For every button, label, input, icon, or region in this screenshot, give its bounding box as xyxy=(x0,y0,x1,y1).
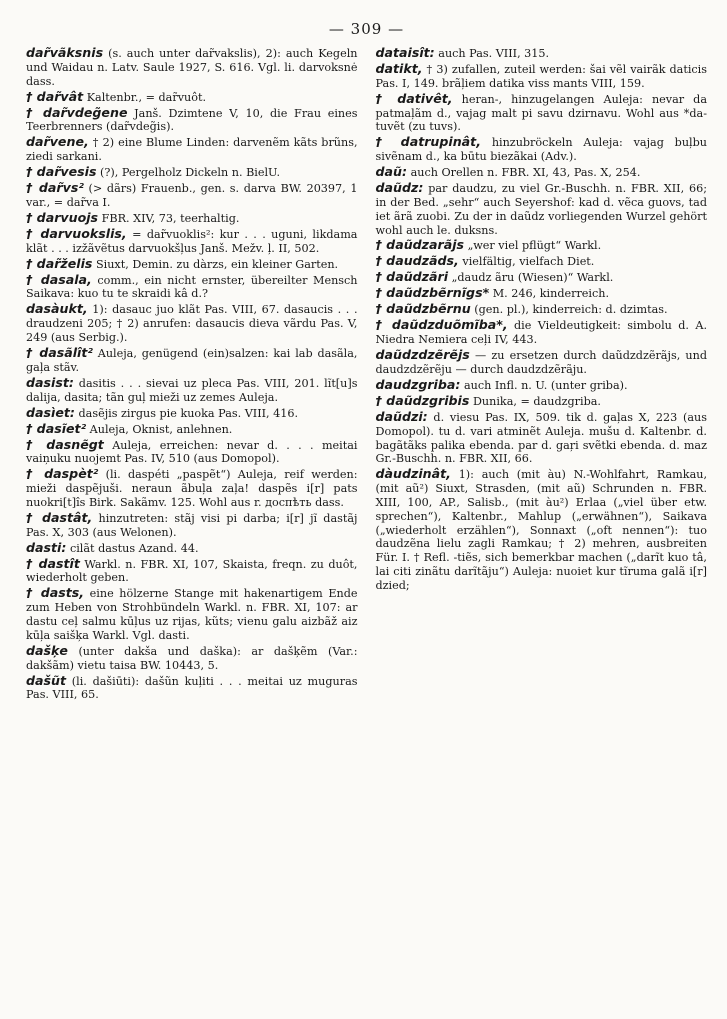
entry-headword: † daũdzgribis xyxy=(375,392,470,408)
dictionary-entry xyxy=(376,238,708,253)
entry-body: (li. dašiūti): dašũn kuļiti . . . meitai uz muguras Pas. VIII, 65. xyxy=(26,674,358,702)
entry-headword: † dastât, xyxy=(26,509,93,525)
entry-body: dasitis . . . sievai uz pleca Pas. VIII, 201. lĩt[u]s dalija, dasita; tãn guļ mieži uz zemes Auleja. xyxy=(26,376,358,404)
dictionary-entry xyxy=(26,106,358,135)
dictionary-entry xyxy=(26,273,358,302)
entry-headword: † dasãlît² xyxy=(26,345,93,360)
entry-headword: † dasts, xyxy=(26,585,85,601)
entry-body: die Vieldeutigkeit: simbolu d. A. Niedra Nemiera ceļi IV, 443. xyxy=(375,319,707,347)
dictionary-entry xyxy=(376,165,708,180)
entry-headword: † daspèt² xyxy=(26,466,99,482)
entry-body: Janš. Dzimtene V, 10, die Frau eines Teerbrenners (dar̃vdeg̃is). xyxy=(26,106,358,134)
entry-body: M. 246, kinderreich. xyxy=(492,287,610,301)
dictionary-entry xyxy=(26,46,358,88)
dictionary-entry xyxy=(376,254,708,269)
page-number: — 309 — xyxy=(328,20,405,38)
dictionary-entry xyxy=(376,62,708,91)
entry-body: (?), Pergelholz Dickeln n. BielU. xyxy=(100,166,281,180)
entry-body: Auleja, erreichen: nevar d. . . . meitai vaiņuku nuojemt Pas. IV, 510 (aus Domopol). xyxy=(26,438,358,466)
entry-headword: daũdz: xyxy=(375,180,424,196)
entry-headword: daũdzi: xyxy=(375,408,428,424)
left-column xyxy=(26,46,358,703)
entry-body: (s. auch unter dar̃vakslis), 2): auch Kegeln und Waidau n. Latv. Saule 1927, S. 616. Vgl. li. darvoksnė dass. xyxy=(26,47,358,88)
dictionary-entry xyxy=(376,92,708,134)
entry-headword: † daũdzãri xyxy=(375,269,449,285)
entry-headword: dàudzinât, xyxy=(375,466,451,482)
dictionary-entry xyxy=(26,165,358,180)
entry-body: Dunika, = daudzgriba. xyxy=(472,394,601,408)
dictionary-entry xyxy=(376,348,708,377)
entry-body: Auleja, Oknist, anlehnen. xyxy=(89,422,233,436)
dictionary-entry xyxy=(26,135,358,164)
entry-body: Auleja, genügend (ein)salzen: kai lab dasãla, gaļa stãv. xyxy=(26,347,358,374)
entry-body: (unter dakša und daška): ar dašķẽm (Var.: dakšãm) vietu taisa BW. 10443, 5. xyxy=(26,644,358,672)
entry-headword: dašũt xyxy=(26,672,66,688)
entry-body: „daudz ãru (Wiesen)“ Warkl. xyxy=(451,271,614,285)
dictionary-entry xyxy=(376,135,708,164)
dictionary-entry xyxy=(376,46,708,61)
dictionary-entry xyxy=(26,376,358,405)
entry-headword: † daudzãds, xyxy=(375,253,459,269)
dictionary-entry xyxy=(376,378,708,393)
dictionary-entry xyxy=(26,257,358,272)
entry-body: (gen. pl.), kinderreich: d. dzimtas. xyxy=(474,303,668,317)
entry-body: (> dãrs) Frauenb., gen. s. darva BW. 20397, 1 var., = dar̃va I. xyxy=(26,182,358,209)
dictionary-entry xyxy=(26,674,358,703)
entry-headword: dasti: xyxy=(26,539,67,555)
entry-headword: † dasnẽgt xyxy=(26,436,104,452)
dictionary-entry xyxy=(26,211,358,226)
entry-body: dasẽjis zirgus pie kuoka Pas. VIII, 416. xyxy=(78,406,299,420)
entry-body: Warkl. n. FBR. XI, 107, Skaista, freqn. zu duôt, wiederholt geben. xyxy=(26,557,358,585)
dictionary-entry xyxy=(376,302,708,317)
entry-body: = dar̃vuoklis²: kur . . . uguni, likdama klãt . . . izžãvẽtus darvuokšļus Janš. Mežv. ļ. II, 502. xyxy=(26,227,358,255)
entry-body: cilãt dastus Azand. 44. xyxy=(69,541,199,555)
dictionary-entry xyxy=(376,318,708,347)
dictionary-entry xyxy=(376,286,708,301)
entry-body: comm., ein nicht ernster, übereilter Mensch Saikava: kuo tu te skraidi kâ d.? xyxy=(26,273,358,301)
entry-headword: † dar̃vesis xyxy=(26,164,97,180)
entry-headword: dar̃vãksnis xyxy=(26,45,104,60)
entry-headword: † dar̃vs² xyxy=(26,180,84,196)
dictionary-entry xyxy=(26,511,358,540)
entry-body: par daudzu, zu viel Gr.-Buschh. n. FBR. XII, 66; in der Bed. „sehr“ auch Seyershof: kad d. vẽca guovs, tad iet ãrã zuobi. Zu der in daũdz vorliegenden Wurzel gehört wohl auch le. duksns. xyxy=(375,182,707,237)
entry-headword: † daũdzbẽrnĩgs* xyxy=(375,285,490,301)
entry-body: auch Orellen n. FBR. XI, 43, Pas. X, 254. xyxy=(410,166,641,180)
entry-headword: † dar̃želis xyxy=(26,255,93,271)
entry-headword: † datrupinât, xyxy=(375,134,481,150)
entry-headword: dasàukt, xyxy=(26,301,88,317)
entry-headword: † darvuokslis, xyxy=(26,225,127,241)
dictionary-entry xyxy=(26,467,358,509)
entry-body: (li. daspéti „paspẽt“) Auleja, reif werden: mieži daspẽjuši. neraun ãbuļa zaļa! daspẽs i[r] pats nuokri[t]îs Birk. Sakãmv. 125. Wohl aus r. доспѣть dass. xyxy=(26,468,358,509)
dictionary-entry xyxy=(26,406,358,421)
dictionary-entry xyxy=(26,586,358,642)
entry-headword: † dasĩet² xyxy=(26,420,87,436)
entry-body: Kaltenbr., = dar̃vuôt. xyxy=(86,90,207,104)
entry-headword: † dar̃vât xyxy=(26,88,84,104)
entry-body: „wer viel pflügt“ Warkl. xyxy=(467,239,602,253)
entry-body: FBR. XIV, 73, teerhaltig. xyxy=(101,211,240,225)
right-column xyxy=(376,46,708,703)
entry-headword: dasìet: xyxy=(26,404,75,420)
entry-headword: † daũdzduõmĩba*, xyxy=(375,317,508,333)
entry-headword: † dar̃vdeg̃ene xyxy=(26,104,128,120)
entry-headword: † dastît xyxy=(26,555,80,571)
entry-headword: † daũdzarãjs xyxy=(375,237,465,253)
entry-body: heran-, hinzugelangen Auleja: nevar da patmaļãm d., vajag malt pi savu dzirnavu. Wohl aus *da-tuvẽt (zu tuvs). xyxy=(375,92,707,134)
dictionary-entry xyxy=(26,346,358,375)
dictionary-entry xyxy=(26,541,358,556)
entry-body: d. viesu Pas. IX, 509. tik d. gaļas X, 223 (aus Domopol). tu d. vari atminẽt Auleja. mušu d. Kaltenbr. d. bagãtãks palika ebenda. par d. gaŗi svẽtki ebenda. d. maz Gr.-Buschh. n. FBR. XII, 66. xyxy=(375,410,707,466)
entry-headword: dašķe xyxy=(26,642,68,658)
entry-body: † 2) eine Blume Linden: darvenẽm kãts brũns, ziedi sarkani. xyxy=(26,136,358,164)
entry-body: eine hölzerne Stange mit hakenartigem Ende zum Heben von Strohbündeln Warkl. n. FBR. XI, 107: ar dastu ceļ salmu kūļus uz rijas, kũts; vienu galu aizbãž aiz kūļa saišķa Warkl. Vgl. dasti. xyxy=(26,587,358,642)
dictionary-entry xyxy=(376,467,708,592)
dictionary-entry xyxy=(26,557,358,586)
columns xyxy=(26,46,707,703)
entry-body: — zu ersetzen durch daũdzdzẽrãjs, und daudzdzẽrẽju — durch daudzdzẽrãju. xyxy=(375,349,707,376)
dictionary-entry xyxy=(376,181,708,237)
entry-headword: † darvuojs xyxy=(26,209,99,225)
entry-headword: datikt, xyxy=(375,60,423,76)
entry-headword: dar̃vene, xyxy=(26,134,89,150)
entry-body: † 3) zufallen, zuteil werden: šai vẽl vairãk daticis Pas. I, 149. brãļiem datika viss mants VIII, 159. xyxy=(375,62,707,90)
dictionary-entry xyxy=(26,438,358,467)
dictionary-entry xyxy=(376,410,708,466)
entry-body: hinzubröckeln Auleja: vajag buļbu sivẽnam d., ka būtu biezãkai (Adv.). xyxy=(375,136,707,164)
entry-headword: † daũdzbẽrnu xyxy=(375,301,471,317)
entry-body: vielfältig, vielfach Diet. xyxy=(462,255,595,269)
dictionary-entry xyxy=(376,394,708,409)
entry-body: Siuxt, Demin. zu dàrzs, ein kleiner Garten. xyxy=(95,257,339,271)
dictionary-entry xyxy=(26,181,358,210)
entry-body: hinzutreten: stãj visi pi darba; i[r] jĩ dastãj Pas. X, 303 (aus Welonen). xyxy=(26,511,358,539)
entry-headword: daũdzdzẽrẽjs xyxy=(375,347,470,363)
dictionary-entry xyxy=(26,644,358,673)
dictionary-entry xyxy=(376,270,708,285)
entry-headword: daudzgriba: xyxy=(375,376,461,392)
entry-body: auch Infl. n. U. (unter griba). xyxy=(463,378,628,392)
entry-headword: dataisît: xyxy=(375,45,435,60)
dictionary-entry xyxy=(26,422,358,437)
entry-headword: † dasala, xyxy=(26,271,92,287)
entry-headword: dasist: xyxy=(26,374,74,390)
dictionary-entry xyxy=(26,302,358,344)
dictionary-entry xyxy=(26,90,358,105)
entry-headword: daũ: xyxy=(375,164,408,180)
entry-body: 1): dasauc juo klãt Pas. VIII, 67. dasaucis . . . draudzeni 205; † 2) anrufen: dasaucis dieva vãrdu Pas. V, 249 (aus Serbig.). xyxy=(26,303,358,345)
dictionary-entry xyxy=(26,227,358,256)
entry-body: 1): auch (mit àu) N.-Wohlfahrt, Ramkau, (mit aũ²) Siuxt, Strasden, (mit aũ) Schrunden n. FBR. XIII, 100, AP., Salisb., (mit àu²) Erlaa („viel über etw. sprechen“), Kaltenbr., Mahlup („erwähnen“), Saikava („wiederholt erzählen“), Sonnaxt („oft nennen“): tuo daudzẽna lielu zagli Ramkau; † 2) mehren, ausbreiten Für. I. † Refl. -tiẽs, sich bemerkbar machen („darĩt kuo tâ, lai citi zinãtu darĩtãju“) Auleja: nuoiet kur tĩruma galã i[r] dzied; xyxy=(375,468,707,592)
entry-body: auch Pas. VIII, 315. xyxy=(438,47,550,60)
entry-headword: † dativêt, xyxy=(375,90,453,106)
